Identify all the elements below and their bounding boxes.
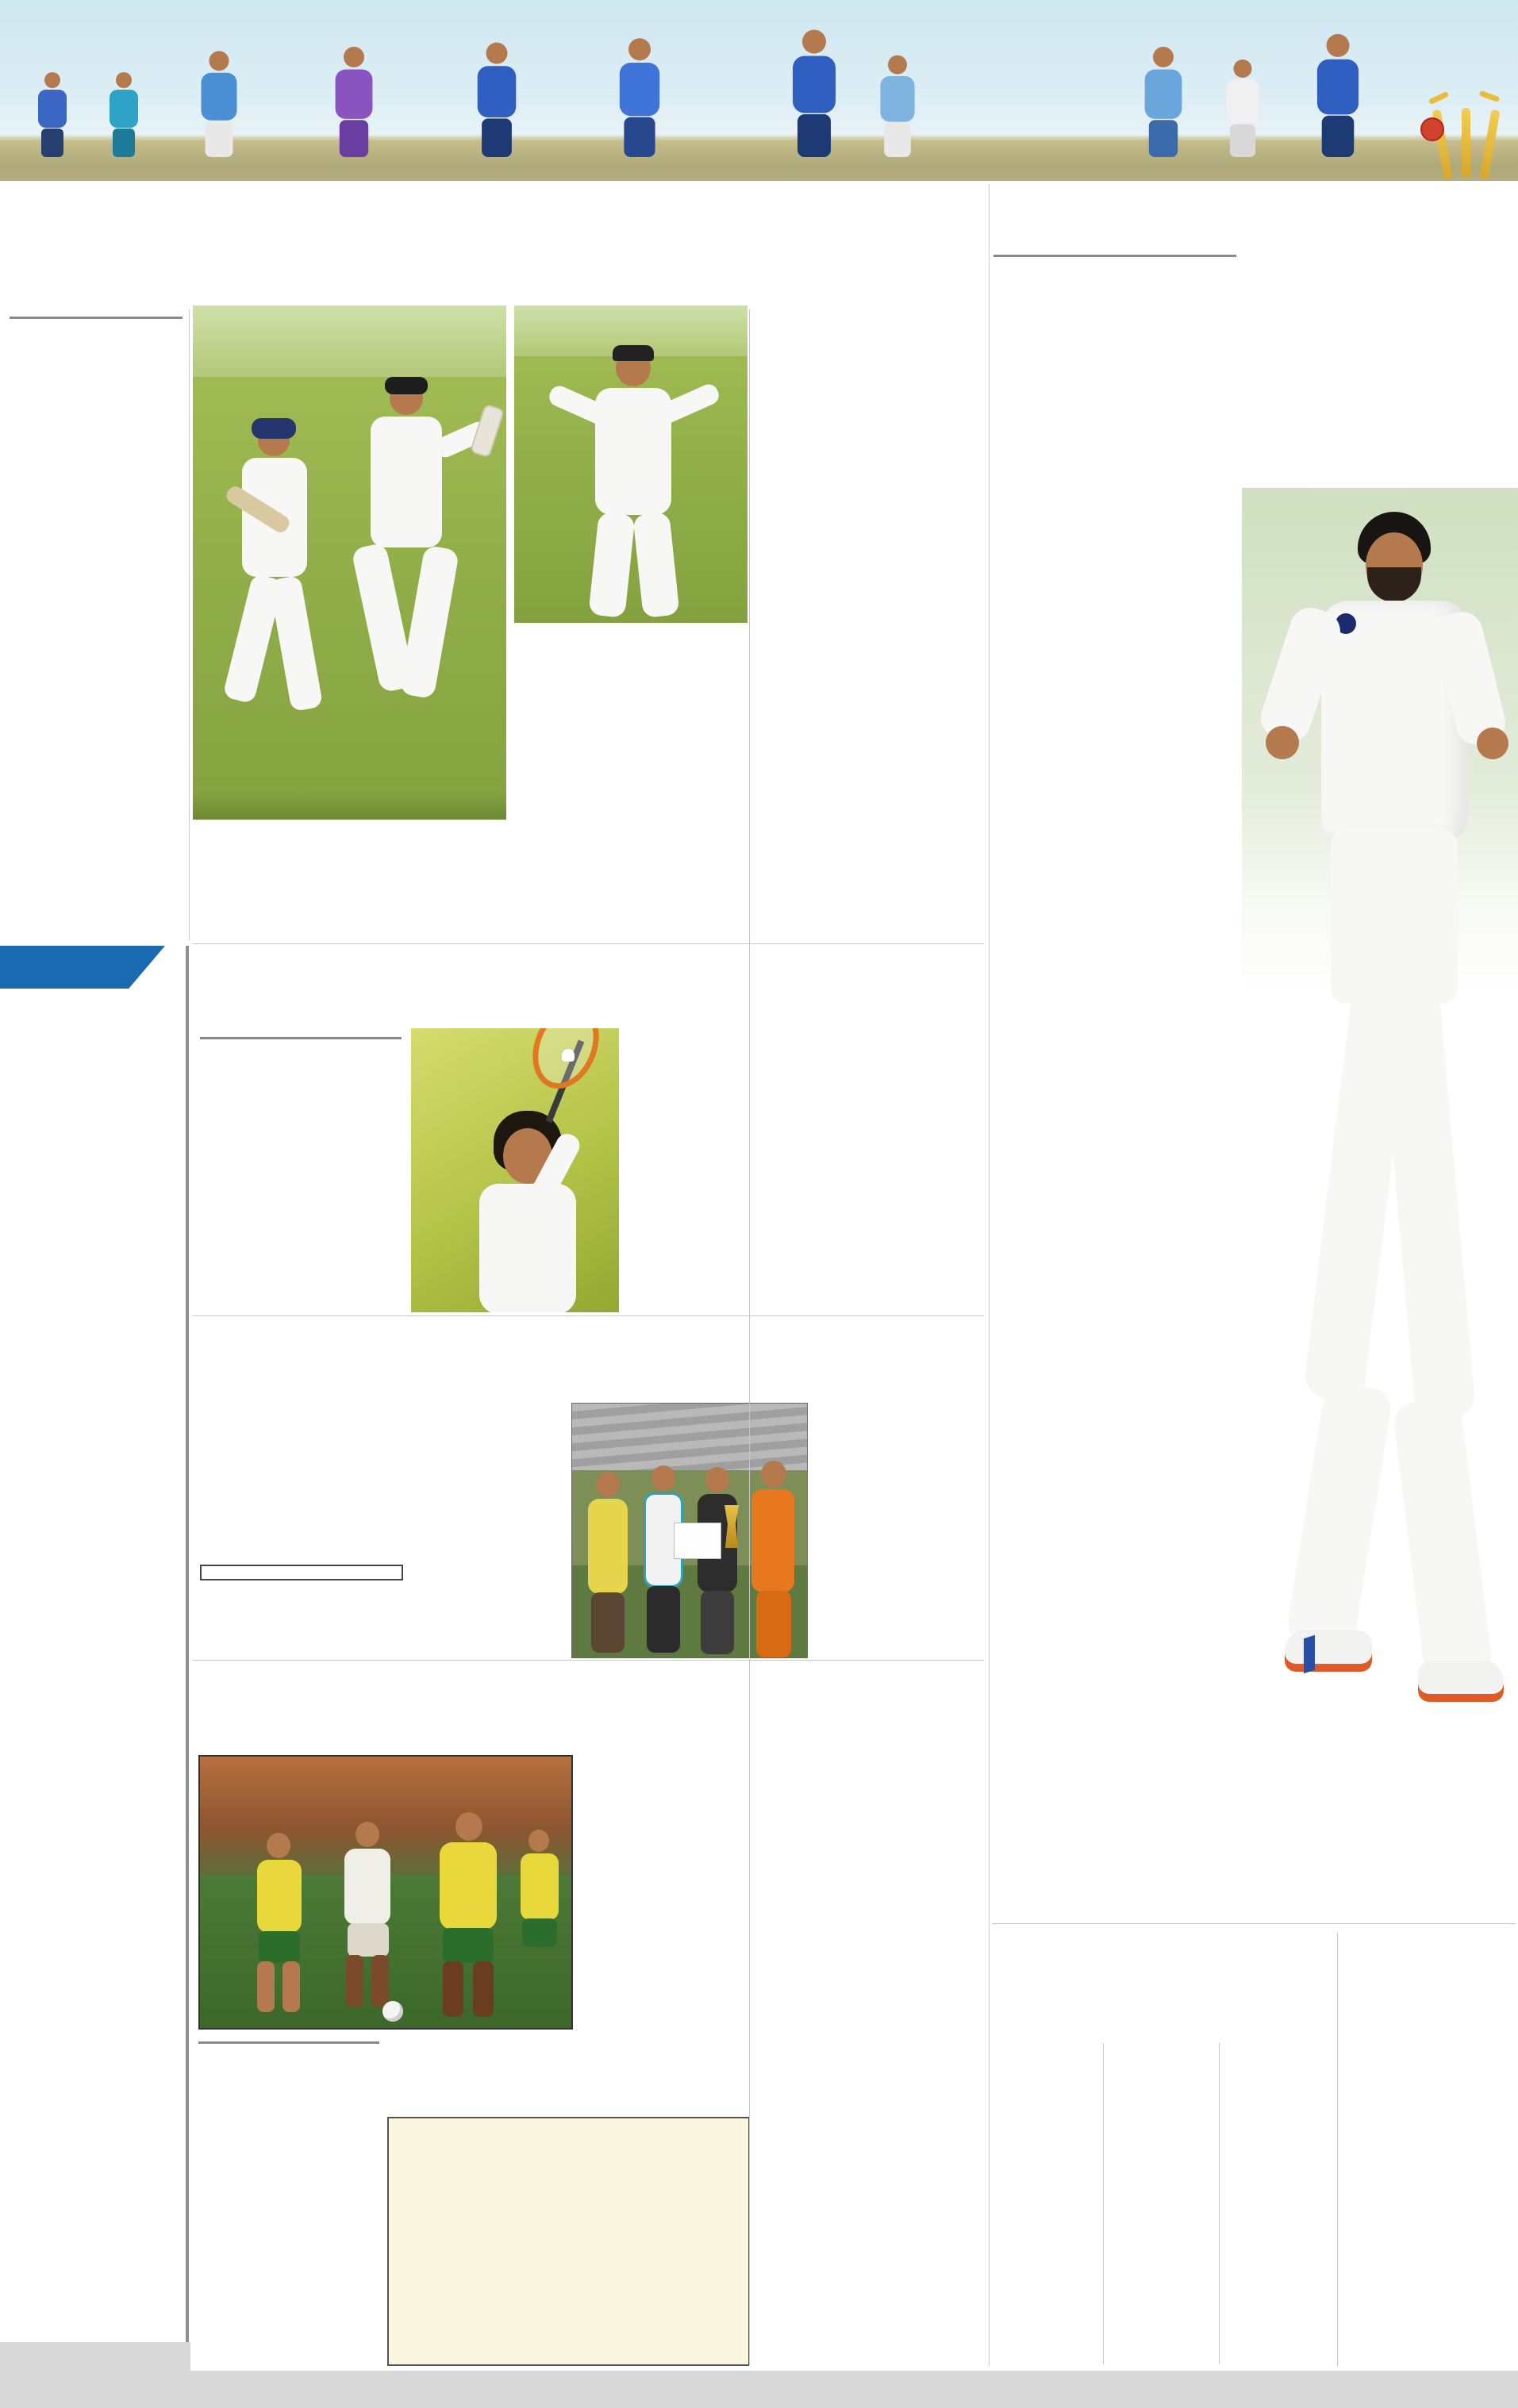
masthead-banner — [0, 0, 1518, 181]
tennis-col2 — [411, 1403, 563, 1657]
athlete-figure — [611, 38, 669, 157]
badminton-byline — [200, 1031, 402, 1039]
athlete-figure — [327, 47, 381, 157]
tennis-col1b — [200, 1636, 403, 1657]
africa-col-b2 — [389, 2036, 562, 2112]
mumbai-col2 — [1109, 2041, 1214, 2366]
footer-band — [0, 2371, 1518, 2408]
athlete-figure — [194, 51, 245, 157]
badminton-player-figure — [443, 1076, 594, 1312]
athlete-figure-virat — [783, 30, 845, 158]
bowler-celebration-photo — [514, 305, 747, 623]
badminton-player-photo — [411, 1028, 619, 1312]
certificate — [674, 1523, 721, 1559]
lead-body-under-photo1 — [193, 827, 506, 940]
bowler-figure — [570, 350, 697, 612]
first-batch-body — [755, 395, 984, 941]
badminton-col1 — [200, 1076, 403, 1311]
lead-body-col0 — [10, 357, 186, 940]
shoe — [1285, 1630, 1372, 1672]
tennis-winners-photo — [571, 1403, 808, 1658]
batsman-figure-2 — [358, 382, 461, 755]
player-figure-14 — [428, 1812, 508, 2018]
briefs-banner — [0, 946, 165, 989]
player-figure-defender — [248, 1833, 311, 2007]
africa-col-b3 — [570, 2036, 747, 2112]
kuldeep-photo — [1242, 488, 1518, 1861]
cricket-stumps-icon — [1420, 94, 1516, 181]
athlete-figure — [32, 72, 73, 157]
athlete-figure — [469, 43, 525, 157]
batsman-figure-1 — [231, 424, 326, 758]
cricket-ball-icon — [1420, 117, 1444, 141]
athlete-figure — [873, 56, 922, 157]
brief1-body — [8, 1076, 184, 1592]
mumbai-col1 — [993, 2041, 1098, 2366]
person-figure — [693, 1467, 740, 1657]
lead-byline — [10, 311, 183, 319]
tennis-caption-box — [200, 1565, 403, 1580]
shoe — [1418, 1661, 1504, 1702]
africa-byline — [198, 2036, 379, 2044]
kuldeep-body-col2 — [1247, 295, 1516, 484]
athlete-figure-hockey — [1136, 47, 1190, 157]
player-figure-white — [335, 1822, 402, 2012]
football — [382, 2001, 403, 2022]
badminton-col3 — [628, 1076, 746, 1311]
player-figure-back — [514, 1830, 565, 1996]
mumbai-col3 — [1225, 2041, 1330, 2366]
sidebar-divider — [186, 946, 189, 2344]
racket-head — [521, 1028, 611, 1099]
england-box — [387, 2117, 750, 2366]
athlete-figure — [1219, 60, 1266, 157]
kuldeep-byline — [993, 249, 1236, 257]
person-figure — [583, 1472, 631, 1654]
tennis-col3 — [814, 1403, 984, 1657]
person-figure — [639, 1465, 686, 1656]
bangladesh-body — [755, 1746, 984, 2366]
football-match-photo — [198, 1755, 573, 2030]
brief2-body — [8, 1676, 184, 2034]
athlete-figure — [103, 72, 144, 157]
batsmen-running-photo — [193, 305, 506, 820]
shuttlecock — [562, 1049, 575, 1062]
africa-col-b1 — [198, 2077, 379, 2369]
kuldeep-body-col1 — [993, 295, 1236, 1923]
person-figure — [747, 1461, 797, 1657]
england-box-body — [398, 2134, 739, 2283]
tennis-col1 — [200, 1403, 403, 1561]
lead-body-under-photo2 — [514, 629, 747, 939]
kuldeep-figure — [1289, 512, 1480, 1845]
athlete-figure-batsman — [1308, 34, 1367, 157]
brief3-body — [8, 2117, 184, 2337]
qatar-body — [1344, 1993, 1517, 2366]
